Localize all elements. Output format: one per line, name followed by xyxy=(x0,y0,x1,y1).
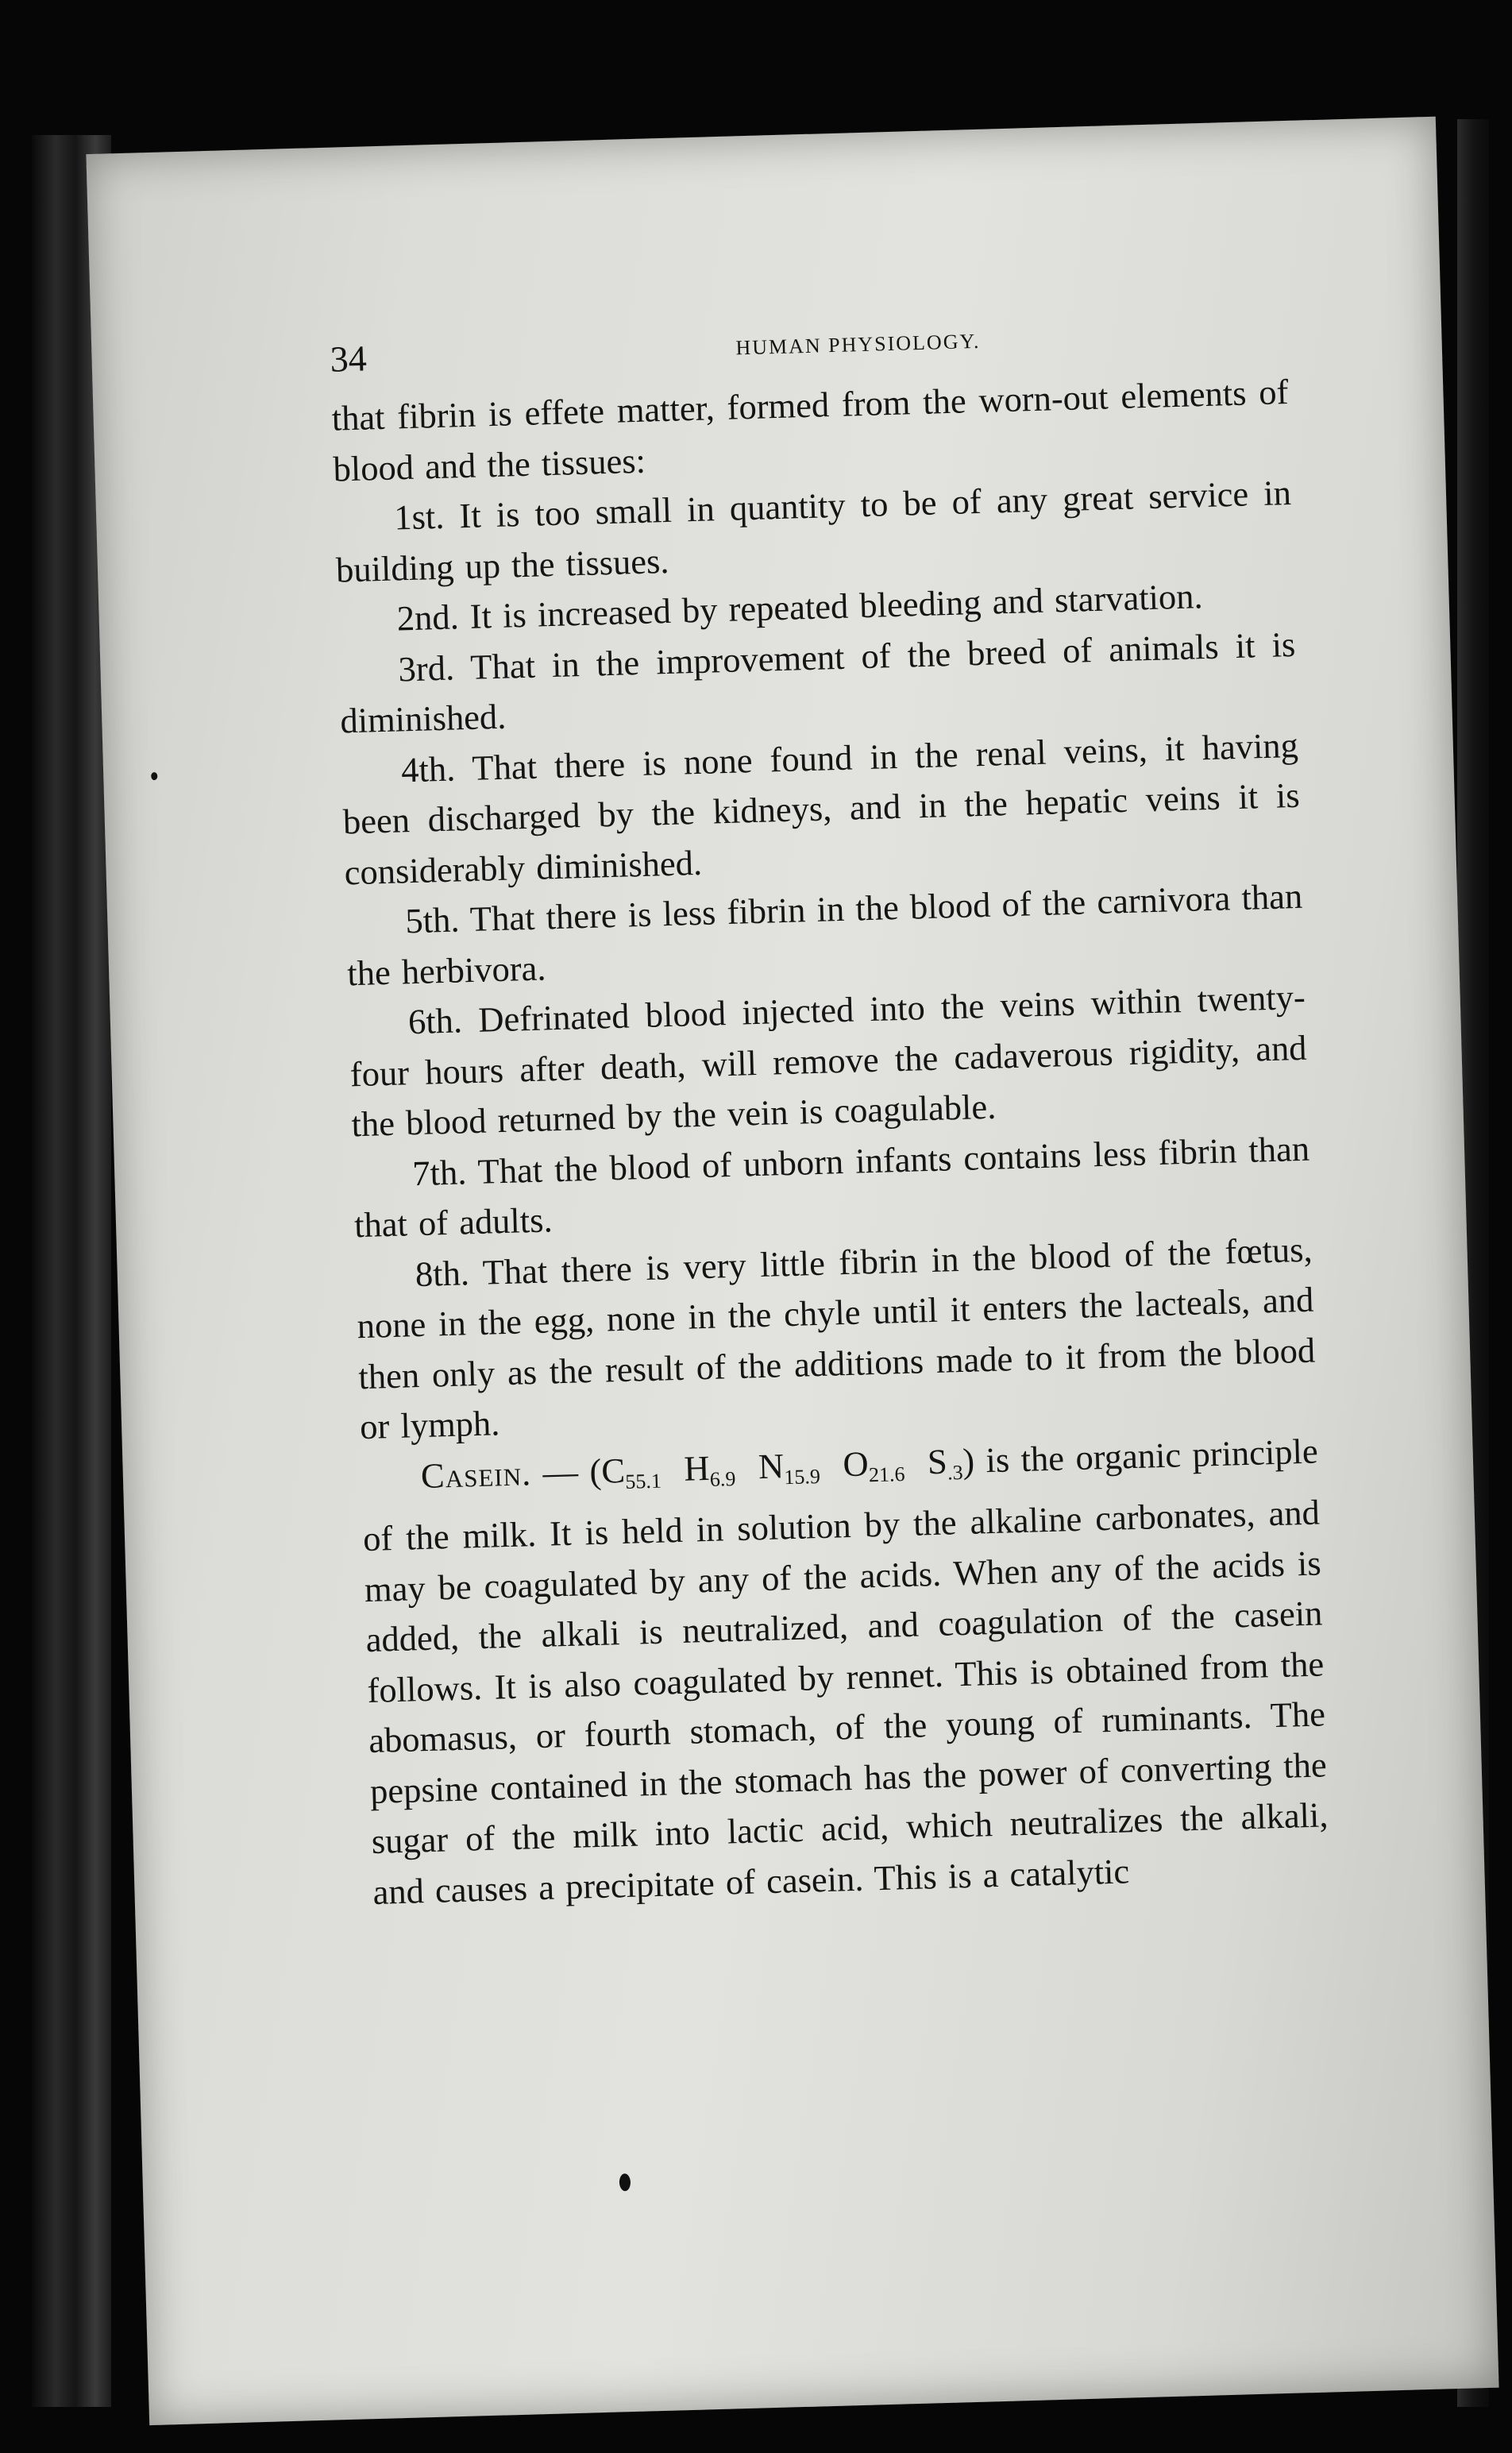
casein-heading: Casein. xyxy=(420,1452,532,1496)
formula-subscript: 55.1 xyxy=(624,1469,662,1493)
paragraph-point-2: 2nd. It is increased by repeated bleeding and starvation. xyxy=(396,576,1204,639)
casein-formula xyxy=(601,1441,963,1491)
formula-subscript: 15.9 xyxy=(784,1464,821,1489)
paragraph-continuation: that fibrin is effete matter, formed from the worn-out elements of blood and the tissues: xyxy=(331,372,1290,489)
casein-text: is the organic principle of the milk. It is held in solution by the alkaline carbonates, and may be coagulated by any of the acids. When any of the acids is added, the alkali is neutralized, and coagulation of the casein follows. It is also coagulated by rennet. This is obtained from the abomasus, or fourth stomach, of the young of ruminants. The pepsine contained in the stomach has the power of converting the sugar of the milk into lactic acid, which neutralizes the alkali, and causes a precipitate of casein. This is a catalytic xyxy=(362,1431,1329,1912)
ink-speck xyxy=(151,772,157,780)
formula-element: S xyxy=(927,1441,948,1481)
running-head: HUMAN PHYSIOLOGY. xyxy=(735,329,981,360)
paragraph-point-7: 7th. That the blood of unborn infants contains less fibrin than that of adults. xyxy=(353,1128,1310,1246)
formula-subscript: .3 xyxy=(947,1460,964,1485)
paragraph-point-4: 4th. That there is none found in the renal veins, it having been discharged by the kidneys, and in the hepatic veins it is considerably diminished. xyxy=(342,724,1301,892)
formula-element: O xyxy=(842,1443,870,1484)
casein-close-paren: ) xyxy=(962,1440,975,1481)
paragraph-point-8: 8th. That there is very little fibrin in the blood of the fœtus, none in the egg, none in the chyle until it enters the lacteals, and then only as the result of the additions made to it from the blood or lymph. xyxy=(357,1229,1316,1447)
formula-subscript: 21.6 xyxy=(868,1462,905,1486)
page-number: 34 xyxy=(330,338,368,380)
paragraph-casein xyxy=(361,1426,1330,1918)
formula-element: C xyxy=(600,1450,626,1491)
paragraph-point-1: 1st. It is too small in quantity to be of any great service in building up the tissues. xyxy=(335,472,1292,590)
formula-subscript: 6.9 xyxy=(709,1466,736,1491)
page-sheet xyxy=(86,117,1498,2425)
paragraph-point-6: 6th. Defrinated blood injected into the veins within twenty-four hours after death, will remove the cadaverous rigidity, and the blood returned by the vein is coagulable. xyxy=(349,976,1308,1145)
body-text xyxy=(331,367,1330,1918)
paragraph-point-3: 3rd. That in the improvement of the breed of animals it is diminished. xyxy=(339,624,1296,741)
formula-element: N xyxy=(758,1445,785,1486)
page-header xyxy=(330,309,1385,380)
ink-speck xyxy=(619,2173,631,2191)
casein-dash: — ( xyxy=(530,1451,602,1493)
formula-element: H xyxy=(683,1447,711,1489)
paragraph-point-5: 5th. That there is less fibrin in the blood of the carnivora than the herbivora. xyxy=(346,875,1303,993)
